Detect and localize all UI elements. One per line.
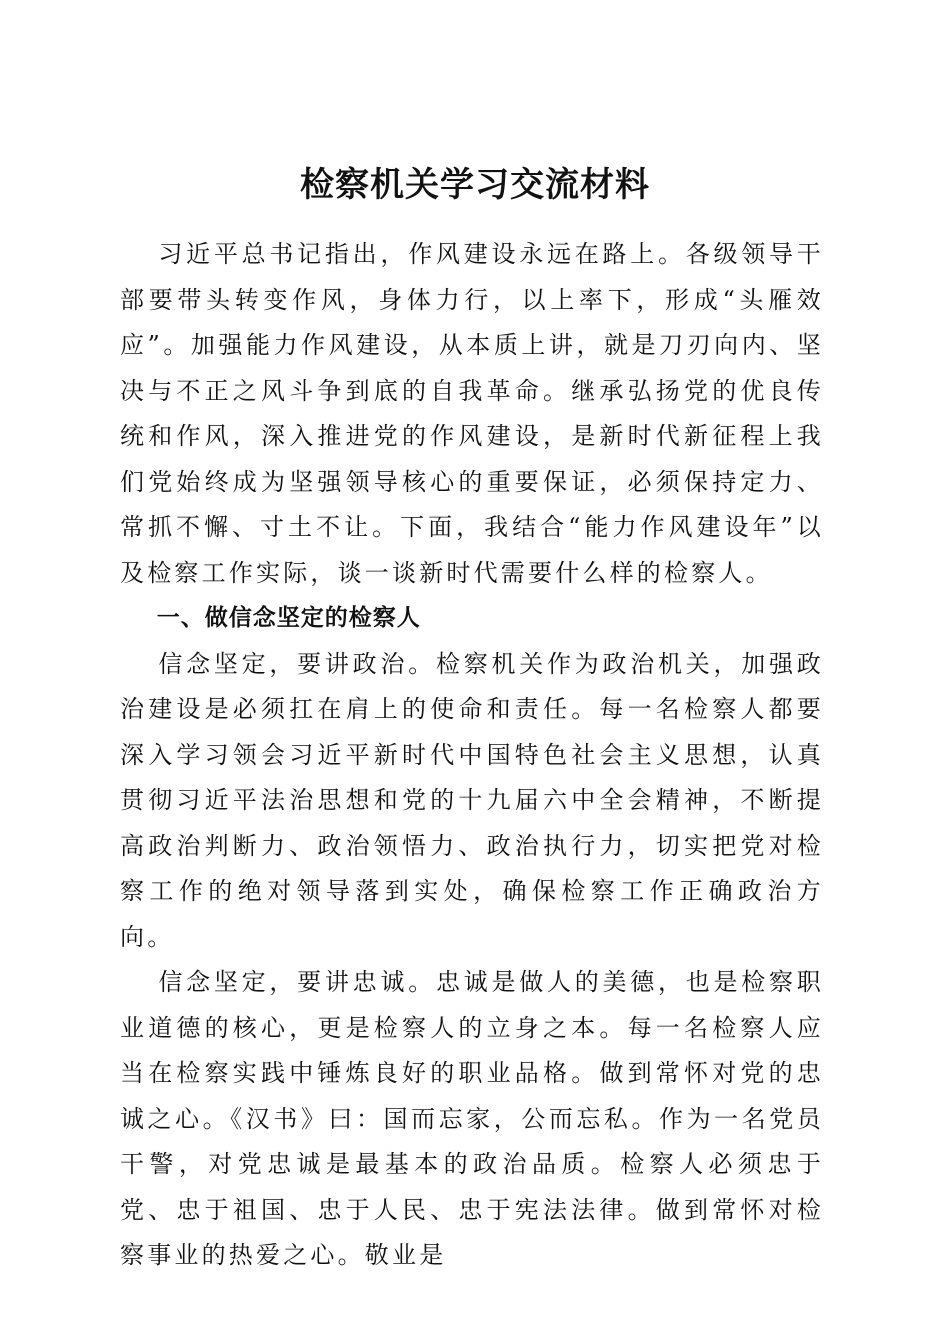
section-paragraph: 信念坚定，要讲忠诚。忠诚是做人的美德，也是检察职业道德的核心，更是检察人的立身之本。每一名检察人应当在检察实践中锤炼良好的职业品格。做到常怀对党的忠诚之心。《汉书》曰：国而忘家，公而忘私。作为一名党员干警，对党忠诚是最基本的政治品质。检察人必须忠于党、忠于祖国、忠于人民、忠于宪法法律。做到常怀对检察事业的热爱之心。敬业是 xyxy=(120,968,824,1269)
section-heading: 一、做信念坚定的检察人 xyxy=(156,605,421,631)
intro-paragraph: 习近平总书记指出，作风建设永远在路上。各级领导干部要带头转变作风，身体力行，以上率下，形成“头雁效应”。加强能力作风建设，从本质上讲，就是刀刃向内、坚决与不正之风斗争到底的自我革命。继承弘扬党的优良传统和作风，深入推进党的作风建设，是新时代新征程上我们党始终成为坚强领导核心的重要保证，必须保持定力、常抓不懈、寸土不让。下面，我结合“能力作风建设年”以及检察工作实际，谈一谈新时代需要什么样的检察人。 xyxy=(120,240,824,587)
document-body xyxy=(120,232,824,1279)
document-title: 检察机关学习交流材料 xyxy=(300,164,650,205)
section-paragraph: 信念坚定，要讲政治。检察机关作为政治机关，加强政治建设是必须扛在肩上的使命和责任。每一名检察人都要深入学习领会习近平新时代中国特色社会主义思想，认真贯彻习近平法治思想和党的十九届六中全会精神，不断提高政治判断力、政治领悟力、政治执行力，切实把党对检察工作的绝对领导落到实处，确保检察工作正确政治方向。 xyxy=(120,649,824,951)
